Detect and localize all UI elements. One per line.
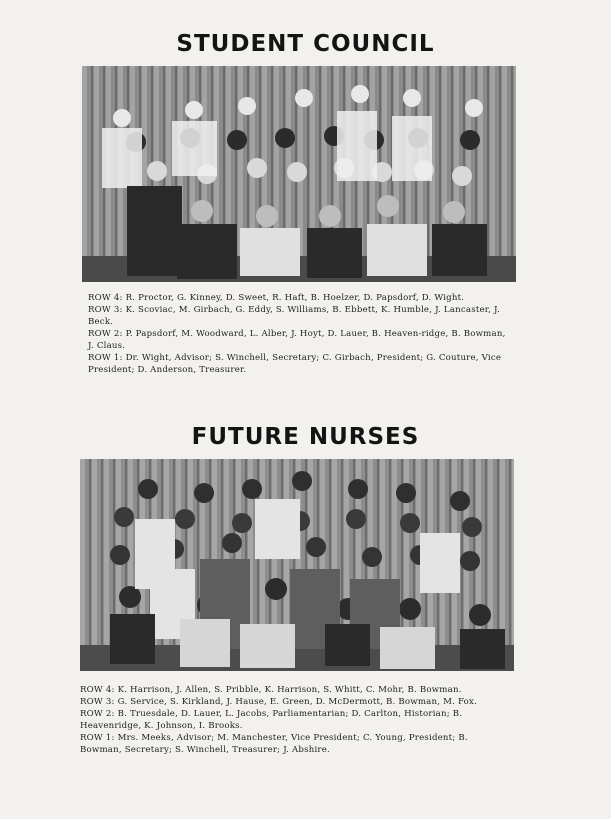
caption-row-1: ROW 1: Mrs. Meeks, Advisor; M. Manchester, Vice President; C. Young, President; B. Bowman, Secretary; S. Winchell, Treasurer; J. Abshire.: [80, 733, 468, 755]
caption-row-4: ROW 4: K. Harrison, J. Allen, S. Pribble, K. Harrison, S. Whitt, C. Mohr, B. Bowman.: [80, 685, 462, 695]
student-council-heading: STUDENT COUNCIL: [176, 31, 435, 57]
caption-row-2: ROW 2: P. Papsdorf, M. Woodward, L. Alber, J. Hoyt, D. Lauer, B. Heaven-ridge, B. Bowman, J. Claus.: [88, 329, 506, 351]
student-council-photo: [82, 66, 516, 282]
future-nurses-photo: [80, 459, 514, 671]
caption-row-1: ROW 1: Dr. Wight, Advisor; S. Winchell, Secretary; C. Girbach, President; G. Couture, Vice President; D. Anderson, Treasurer.: [88, 353, 502, 375]
future-nurses-caption: [80, 684, 512, 756]
future-nurses-heading: FUTURE NURSES: [191, 424, 420, 450]
caption-row-4: ROW 4: R. Proctor, G. Kinney, D. Sweet, R. Haft, B. Hoelzer, D. Papsdorf, D. Wight.: [88, 293, 465, 303]
student-council-caption: [88, 292, 508, 376]
caption-row-3: ROW 3: K. Scoviac, M. Girbach, G. Eddy, S. Williams, B. Ebbett, K. Humble, J. Lancaster, J. Beck.: [88, 305, 500, 327]
caption-row-3: ROW 3: G. Service, S. Kirkland, J. Hause, E. Green, D. McDermott, B. Bowman, M. Fox.: [80, 697, 478, 707]
caption-row-2: ROW 2: B. Truesdale, D. Lauer, L. Jacobs, Parliamentarian; D. Carlton, Historian; B. Heavenridge, K. Johnson, I. Brooks.: [80, 709, 463, 731]
